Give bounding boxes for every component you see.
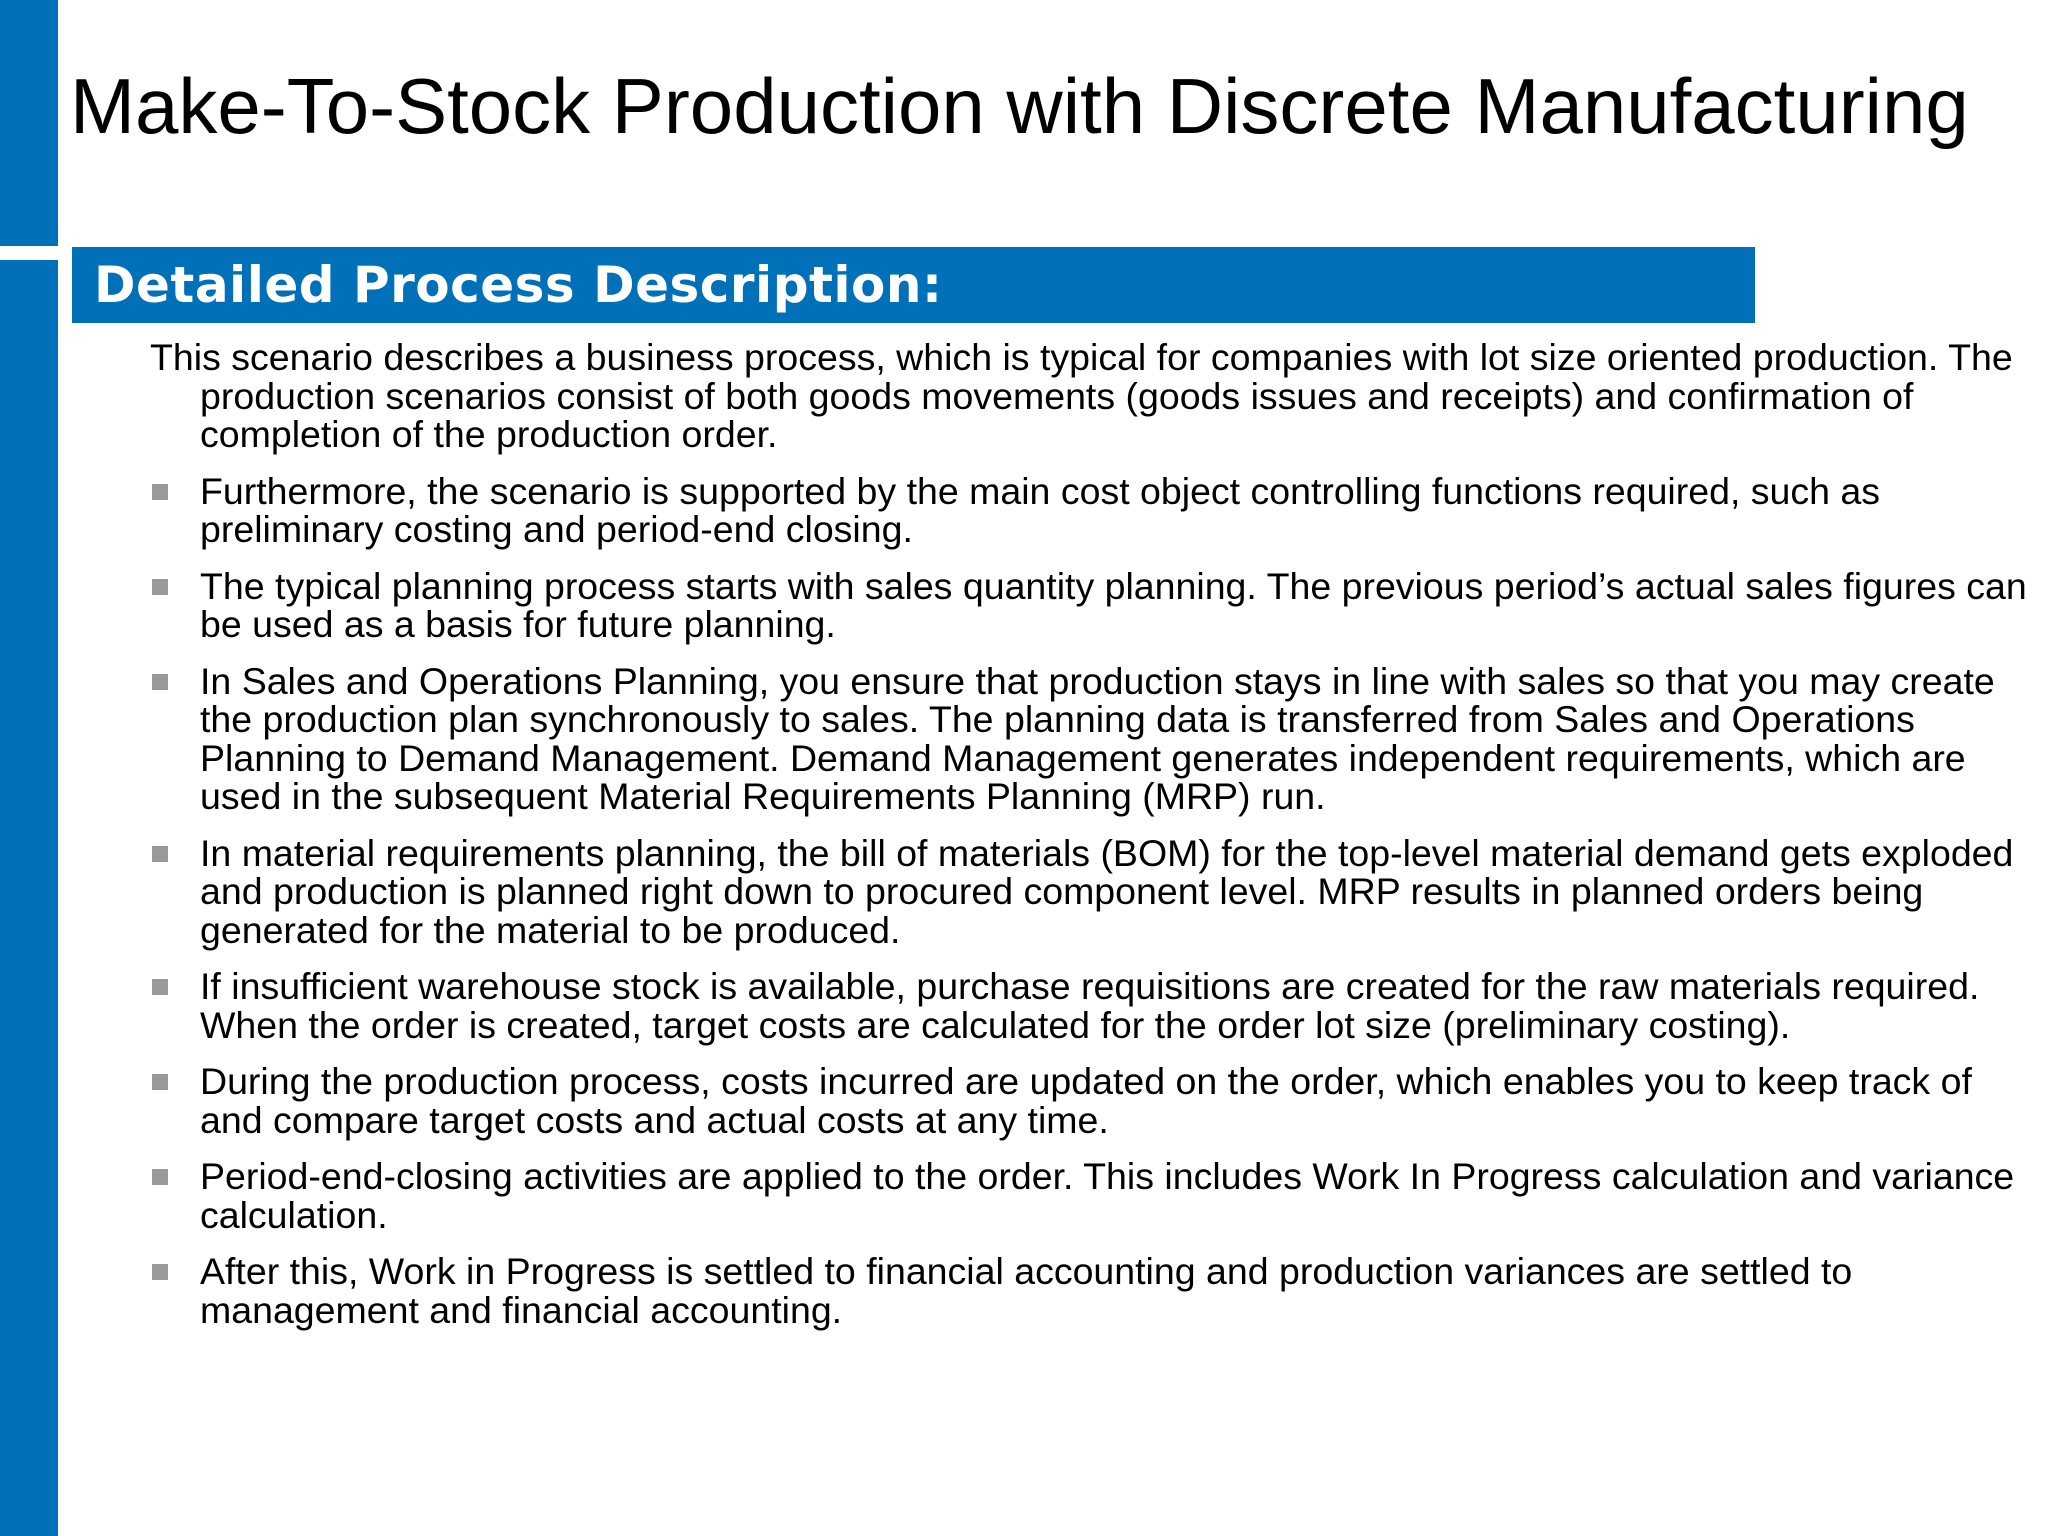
bullet-text: The typical planning process starts with sales quantity planning. The previous period’s actual sales figures can be used as a basis for future planning.	[200, 564, 2027, 645]
bullet-text: After this, Work in Progress is settled to financial accounting and production variances are settled to management and financial accounting.	[200, 1250, 1853, 1331]
square-bullet-icon	[152, 579, 168, 595]
bullet-item	[150, 967, 2040, 1044]
bullet-text: If insufficient warehouse stock is available, purchase requisitions are created for the raw materials required. When the order is created, target costs are calculated for the order lot size (preliminary costing).	[200, 965, 1980, 1046]
bullet-item	[150, 659, 2040, 817]
bullet-text: Period-end-closing activities are applied to the order. This includes Work In Progress calculation and variance calculation.	[200, 1155, 2015, 1236]
slide-title: Make-To-Stock Production with Discrete Manufacturing	[70, 62, 1969, 150]
square-bullet-icon	[152, 846, 168, 862]
square-bullet-icon	[152, 1264, 168, 1280]
process-description	[150, 338, 2040, 1347]
bullet-item	[150, 564, 2040, 645]
left-accent-bar	[0, 260, 58, 1536]
square-bullet-icon	[152, 1074, 168, 1090]
square-bullet-icon	[152, 484, 168, 500]
bullet-list	[150, 469, 2040, 1331]
bullet-text: In material requirements planning, the bill of materials (BOM) for the top-level material demand gets exploded and production is planned right down to procured component level. MRP results in planned orders being generated for the material to be produced.	[200, 831, 2014, 951]
bullet-item	[150, 1252, 2040, 1329]
square-bullet-icon	[152, 674, 168, 690]
bullet-item	[150, 1157, 2040, 1234]
square-bullet-icon	[152, 979, 168, 995]
intro-paragraph: This scenario describes a business process, which is typical for companies with lot size oriented production. The production scenarios consist of both goods movements (goods issues and receipts) and confirmation of completion of the production order.	[150, 336, 2013, 455]
bullet-text: During the production process, costs incurred are updated on the order, which enables you to keep track of and compare target costs and actual costs at any time.	[200, 1060, 1972, 1141]
section-header-banner	[72, 247, 1755, 323]
section-header-label: Detailed Process Description:	[94, 256, 943, 314]
bullet-item	[150, 469, 2040, 550]
bullet-text: In Sales and Operations Planning, you ensure that production stays in line with sales so that you may create the production plan synchronously to sales. The planning data is transferred from Sales and Operations Planning to Demand Management. Demand Management generates independent requirements, which are used in the subsequent Material Requirements Planning (MRP) run.	[200, 659, 1995, 817]
bullet-text: Furthermore, the scenario is supported by the main cost object controlling functions required, such as preliminary costing and period-end closing.	[200, 469, 1881, 550]
bullet-item	[150, 1062, 2040, 1139]
square-bullet-icon	[152, 1169, 168, 1185]
left-accent-bar-gap	[0, 246, 58, 254]
bullet-item	[150, 831, 2040, 951]
left-accent-bar-top	[0, 0, 58, 246]
